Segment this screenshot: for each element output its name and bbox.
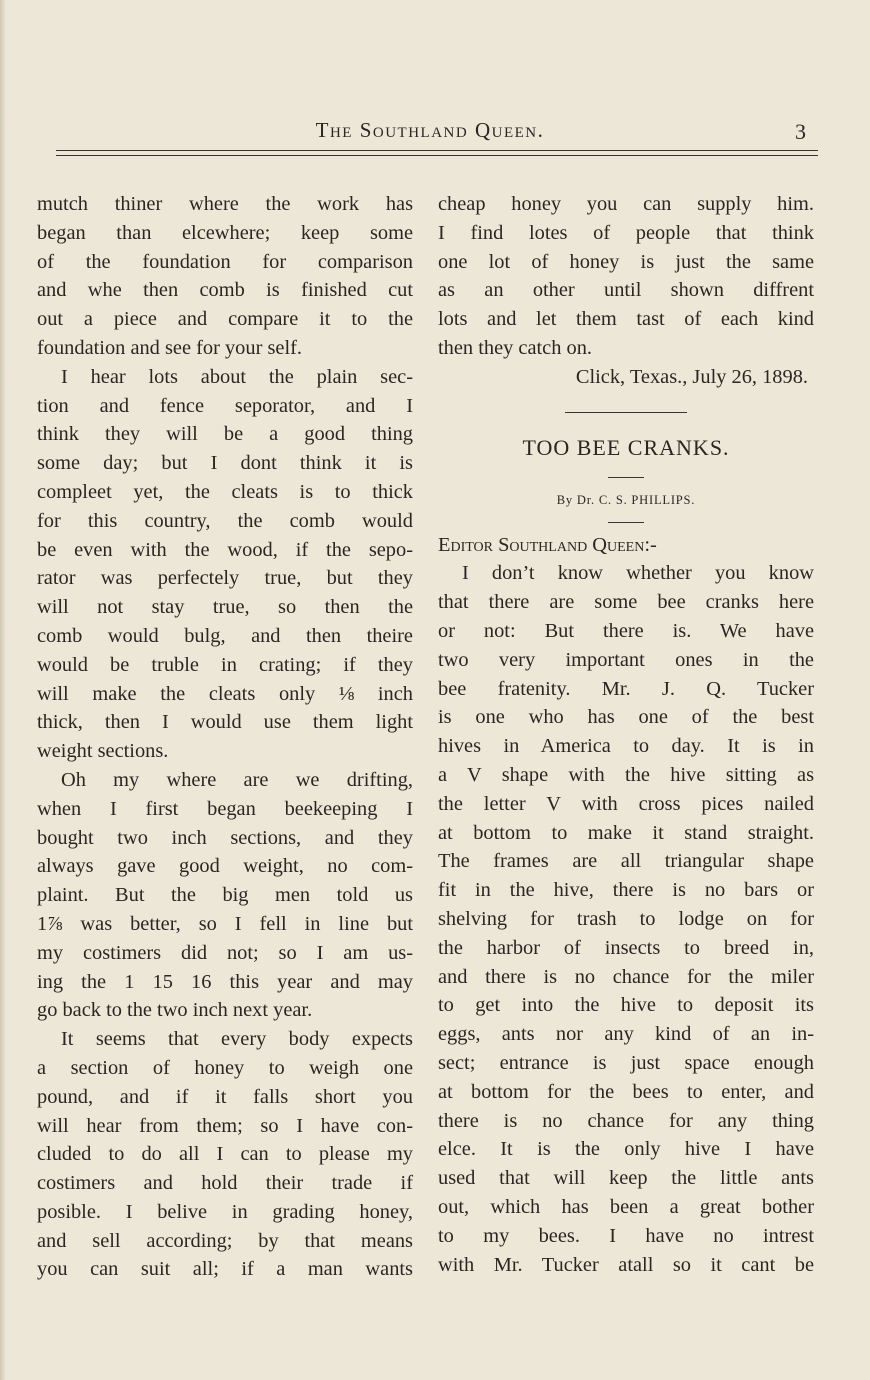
text-line: I find lotes of people that think: [438, 221, 814, 244]
text-line: and there is no chance for the miler: [438, 965, 814, 988]
text-line: rator was perfectely true, but they: [37, 567, 413, 590]
text-line: I don’t know whether you know: [462, 562, 814, 585]
text-line: 1⅞ was better, so I fell in line but: [37, 912, 413, 935]
text-line: and whe then comb is finished cut: [37, 279, 413, 302]
header-rule-bottom: [56, 155, 818, 156]
text-line: shelving for trash to lodge on for: [438, 907, 814, 930]
text-line: compleet yet, the cleats is to thick: [37, 480, 413, 503]
text-line: began than elcewhere; keep some: [37, 221, 413, 244]
text-line: mutch thiner where the work has: [37, 193, 413, 215]
text-line: as an other until shown diffrent: [438, 279, 814, 302]
text-line: with Mr. Tucker atall so it cant be: [438, 1253, 814, 1276]
page-number: 3: [795, 119, 806, 144]
text-line: cluded to do all I can to please my: [37, 1143, 413, 1166]
text-line: would be truble in crating; if they: [37, 653, 413, 676]
text-line: the letter V with cross pices nailed: [438, 792, 814, 815]
text-line: one lot of honey is just the same: [438, 250, 814, 273]
text-line: will make the cleats only ⅛ inch: [37, 682, 413, 705]
text-line: at bottom to make it stand straight.: [438, 821, 814, 844]
text-line: for this country, the comb would: [37, 509, 413, 532]
text-line: It seems that every body expects: [61, 1028, 413, 1051]
text-line: cheap honey you can supply him.: [438, 193, 814, 215]
text-line: posible. I belive in grading honey,: [37, 1200, 413, 1223]
text-line: bought two inch sections, and they: [37, 826, 413, 849]
text-line: a section of honey to weigh one: [37, 1056, 413, 1079]
dateline: Click, Texas., July 26, 1898.: [575, 365, 808, 388]
page-edge: [0, 0, 6, 1380]
text-line: or not: But there is. We have: [438, 619, 814, 642]
text-line: The frames are all triangular shape: [438, 850, 814, 873]
text-line: will hear from them; so I have con-: [37, 1114, 413, 1137]
text-line: a V shape with the hive sitting as: [438, 763, 814, 786]
text-line: always gave good weight, no com-: [37, 855, 413, 878]
text-line: be even with the wood, if the sepo-: [37, 538, 413, 561]
text-line: out, which has been a great bother: [438, 1195, 814, 1218]
text-line: used that will keep the little ants: [438, 1167, 814, 1190]
text-line: bee fratenity. Mr. J. Q. Tucker: [438, 677, 814, 700]
text-line: plaint. But the big men told us: [37, 884, 413, 907]
text-line: there is no chance for any thing: [438, 1109, 814, 1132]
text-line: will not stay true, so then the: [37, 596, 413, 619]
text-line: comb would bulg, and then theire: [37, 624, 413, 647]
section-divider: [565, 412, 687, 413]
text-line: sect; entrance is just space enough: [438, 1051, 814, 1074]
text-line: to get into the hive to deposit its: [438, 994, 814, 1017]
text-line: to my bees. I have no intrest: [438, 1224, 814, 1247]
left-column: [37, 190, 413, 1284]
text-line: lots and let them tast of each kind: [438, 308, 814, 331]
article-title: TOO BEE CRANKS.: [522, 434, 730, 460]
text-line: of the foundation for comparison: [37, 250, 413, 273]
text-line: then they catch on.: [438, 336, 593, 359]
text-line: pound, and if it falls short you: [37, 1085, 413, 1108]
text-line: two very important ones in the: [438, 648, 814, 671]
text-line: costimers and hold their trade if: [37, 1172, 413, 1195]
text-line: out a piece and compare it to the: [37, 308, 413, 331]
salutation: Editor Southland Queen:-: [438, 533, 657, 556]
text-line: think they will be a good thing: [37, 423, 413, 446]
text-line: at bottom for the bees to enter, and: [438, 1080, 814, 1103]
running-title: The Southland Queen.: [315, 118, 545, 142]
text-line: Oh my where are we drifting,: [61, 768, 413, 791]
text-line: go back to the two inch next year.: [37, 999, 313, 1022]
text-line: my costimers did not; so I am us-: [37, 941, 413, 964]
text-line: that there are some bee cranks here: [438, 591, 814, 614]
text-line: eggs, ants nor any kind of an in-: [438, 1023, 814, 1046]
text-line: elce. It is the only hive I have: [438, 1138, 814, 1161]
text-line: is one who has one of the best: [438, 706, 814, 729]
header-rule-top: [56, 150, 818, 151]
text-line: hives in America to day. It is in: [438, 735, 814, 758]
right-column: [438, 190, 814, 1279]
text-line: when I first began beekeeping I: [37, 797, 413, 820]
byline: By Dr. C. S. PHILLIPS.: [556, 492, 696, 507]
text-line: you can suit all; if a man wants: [37, 1258, 413, 1281]
text-line: ing the 1 15 16 this year and may: [37, 970, 413, 993]
text-line: thick, then I would use them light: [37, 711, 413, 734]
text-line: some day; but I dont think it is: [37, 452, 413, 475]
text-line: fit in the hive, there is no bars or: [438, 879, 814, 902]
title-divider: [608, 477, 644, 478]
text-line: I hear lots about the plain sec-: [61, 365, 413, 388]
text-line: weight sections.: [37, 740, 169, 763]
text-line: and sell according; by that means: [37, 1229, 413, 1252]
text-line: foundation and see for your self.: [37, 336, 302, 359]
text-line: tion and fence seporator, and I: [37, 394, 413, 417]
byline-divider: [608, 522, 644, 523]
text-line: the harbor of insects to breed in,: [438, 936, 814, 959]
